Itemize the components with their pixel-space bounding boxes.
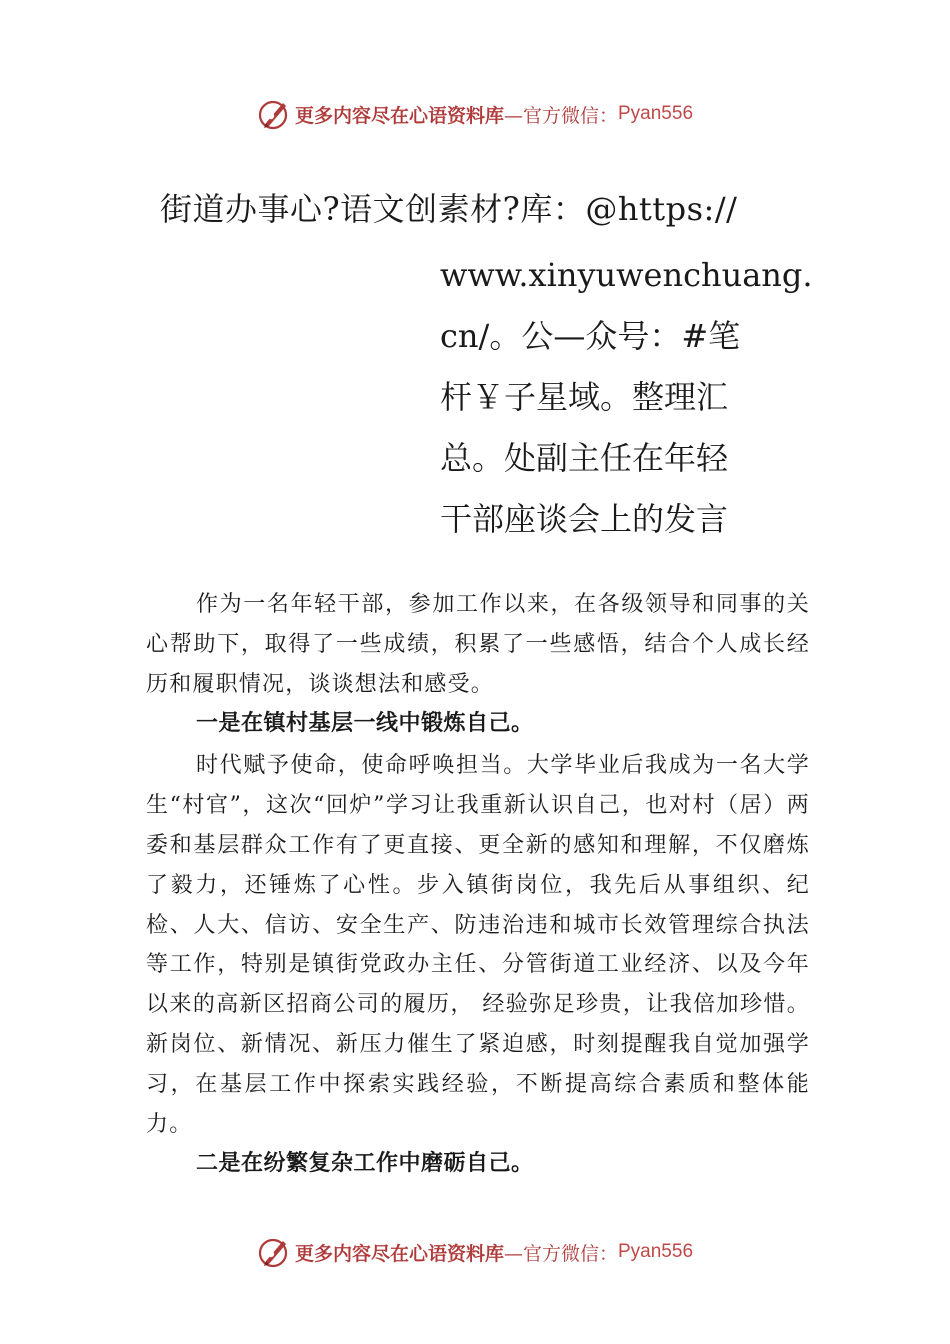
document-title-line: 杆￥子星域。整理汇 <box>440 378 729 416</box>
document-title-line: 总。处副主任在年轻 <box>440 439 729 477</box>
document-title-continuation <box>440 245 813 550</box>
intro-paragraph: 作为一名年轻干部，参加工作以来，在各级领导和同事的关心帮助下，取得了一些成绩，积累了一些感悟，结合个人成长经历和履职情况，谈谈想法和感受。 <box>146 592 810 697</box>
section-1-paragraph: 时代赋予使命，使命呼唤担当。大学毕业后我成为一名大学生“村官”，这次“回炉”学习让我重新认识自己，也对村（居）两委和基层群众工作有了更直接、更全新的感知和理解，不仅磨炼了毅力，还锤炼了心性。步入镇街岗位，我先后从事组织、纪检、人大、信访、安全生产、防违治违和城市长效管理综合执法等工作，特别是镇街党政办主任、分管街道工业经济、以及今年以来的高新区招商公司的履历， 经验弥足珍贵，让我倍加珍惜。新岗位、新情况、新压力催生了紧迫感，时刻提醒我自觉加强学习，在基层工作中探索实践经验，不断提高综合素质和整体能力。 <box>146 753 810 1137</box>
header-banner <box>0 94 950 134</box>
document-title-line: 干部座谈会上的发言 <box>440 500 729 538</box>
section-heading-1: 一是在镇村基层一线中锻炼自己。 <box>196 711 534 737</box>
document-title-line-1: 街道办事心?语文创素材?库：@https:// <box>160 190 738 228</box>
header-brand-text: 更多内容尽在心语资料库 <box>294 104 504 127</box>
footer-contact-label: —官方微信： <box>503 1242 618 1265</box>
footer-banner <box>0 1232 950 1272</box>
footer-account-id: Pyan556 <box>618 1241 694 1262</box>
header-contact-label: —官方微信： <box>503 104 618 127</box>
header-account-id: Pyan556 <box>618 103 694 124</box>
document-body <box>146 585 810 1184</box>
document-title-line: www.xinyuwenchuang. <box>440 256 813 294</box>
section-heading-2: 二是在纷繁复杂工作中磨砺自己。 <box>196 1151 534 1177</box>
pen-logo-icon <box>257 97 291 131</box>
pen-logo-icon <box>257 1235 291 1269</box>
footer-brand-text: 更多内容尽在心语资料库 <box>294 1242 504 1265</box>
document-title-line: cn/。公—众号：#笔 <box>440 317 741 355</box>
